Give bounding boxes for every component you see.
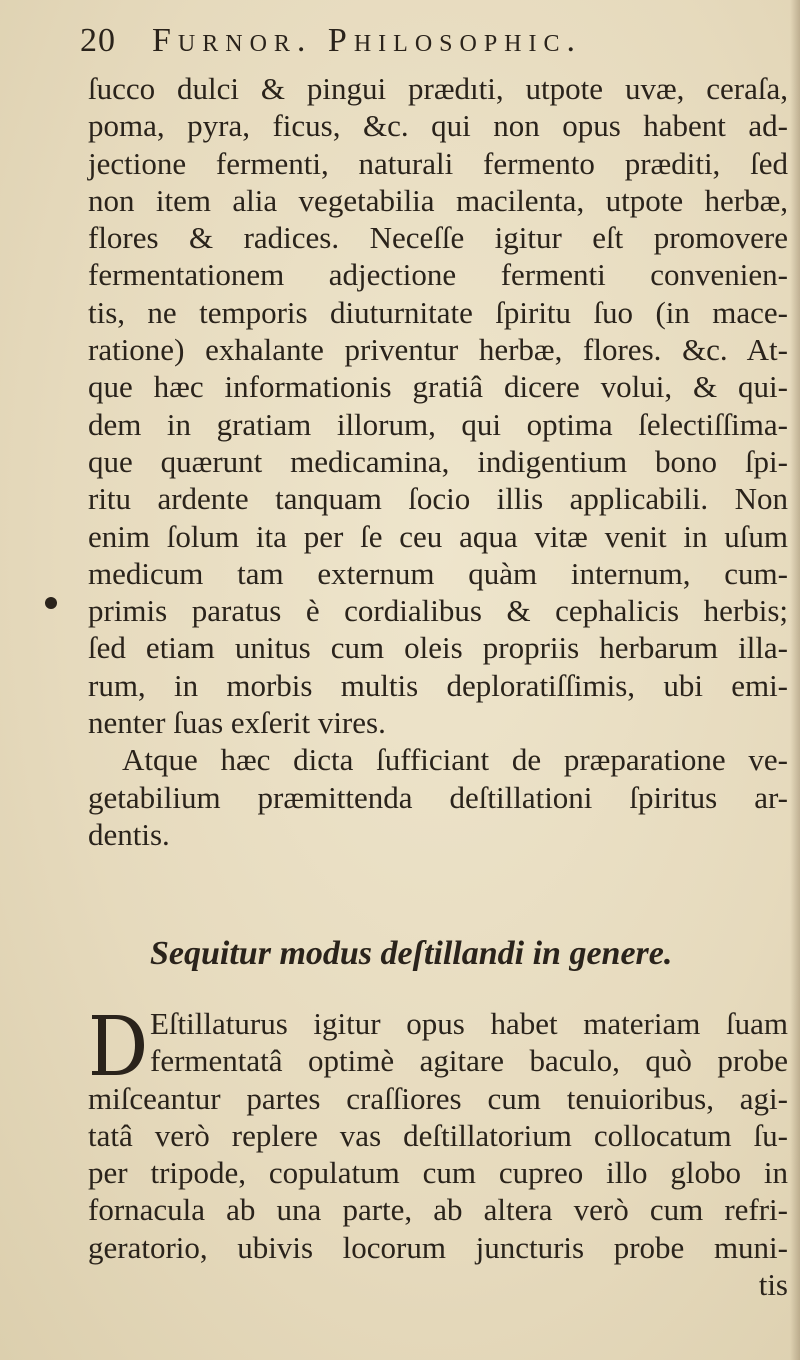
running-head (80, 22, 780, 68)
text-line: fornacula ab una parte, ab altera verò cum refri- (88, 1192, 788, 1228)
text-line: per tripode, copulatum cum cupreo illo globo in (88, 1155, 788, 1191)
catchword: tis (758, 1267, 788, 1303)
text-line: medicum tam externum quàm internum, cum- (88, 555, 788, 591)
text-line: que quærunt medicamina, indigentium bono ſpi- (88, 443, 788, 479)
text-line: primis paratus è cordialibus & cephalicis herbis; (88, 593, 788, 629)
text-line: Eſtillaturus igitur opus habet materiam ſuam (150, 1006, 788, 1041)
paragraph-3 (88, 1005, 788, 1303)
text-line: rum, in morbis multis deploratiſſimis, ubi emi- (88, 667, 788, 703)
page-edge-shadow (790, 0, 800, 1360)
margin-bullet-mark (45, 597, 57, 609)
paragraph-1 (88, 70, 788, 853)
text-line: dem in gratiam illorum, qui optima ſelectiſſima- (88, 406, 788, 442)
text-line: miſceantur partes craſſiores cum tenuioribus, agi- (88, 1080, 788, 1116)
page-number: 20 (80, 22, 116, 59)
text-line: jectione fermenti, naturali fermento præditi, ſed (88, 145, 788, 181)
text-line: flores & radices. Neceſſe igitur eſt promovere (88, 220, 788, 256)
text-line: non item alia vegetabilia macilenta, utpote herbæ, (88, 182, 788, 218)
text-line: fermentatâ optimè agitare baculo, quò probe (150, 1043, 788, 1079)
running-head-title: Furnor. Philosophic. (152, 22, 583, 59)
text-line: geratorio, ubivis locorum juncturis probe muni- (88, 1229, 788, 1265)
drop-cap-letter (88, 1009, 148, 1079)
text-line: ſucco dulci & pingui prædıti, utpote uvæ, ceraſa, (88, 71, 788, 106)
text-line: Atque hæc dicta ſufficiant de præparatione ve- (122, 742, 788, 778)
text-line: fermentationem adjectione fermenti convenien- (88, 257, 788, 293)
text-line: ſed etiam unitus cum oleis propriis herbarum illa- (88, 630, 788, 666)
text-line: dentis. (88, 816, 170, 852)
text-line: poma, pyra, ficus, &c. qui non opus habent ad- (88, 108, 788, 144)
section-heading: Sequitur modus deſtillandi in genere. (150, 935, 673, 972)
text-line: tis, ne temporis diuturnitate ſpiritu ſuo (in mace- (88, 294, 788, 330)
text-line: ratione) exhalante priventur herbæ, flores. &c. At- (88, 332, 788, 368)
text-line: ritu ardente tanquam ſocio illis applicabili. Non (88, 481, 788, 517)
text-line: que hæc informationis gratiâ dicere volui, & qui- (88, 369, 788, 405)
text-line: tatâ verò replere vas deſtillatorium collocatum ſu- (88, 1117, 788, 1153)
text-line: nenter ſuas exſerit vires. (88, 705, 386, 741)
text-line: getabilium præmittenda deſtillationi ſpiritus ar- (88, 779, 788, 815)
text-line: enim ſolum ita per ſe ceu aqua vitæ venit in uſum (88, 518, 788, 554)
